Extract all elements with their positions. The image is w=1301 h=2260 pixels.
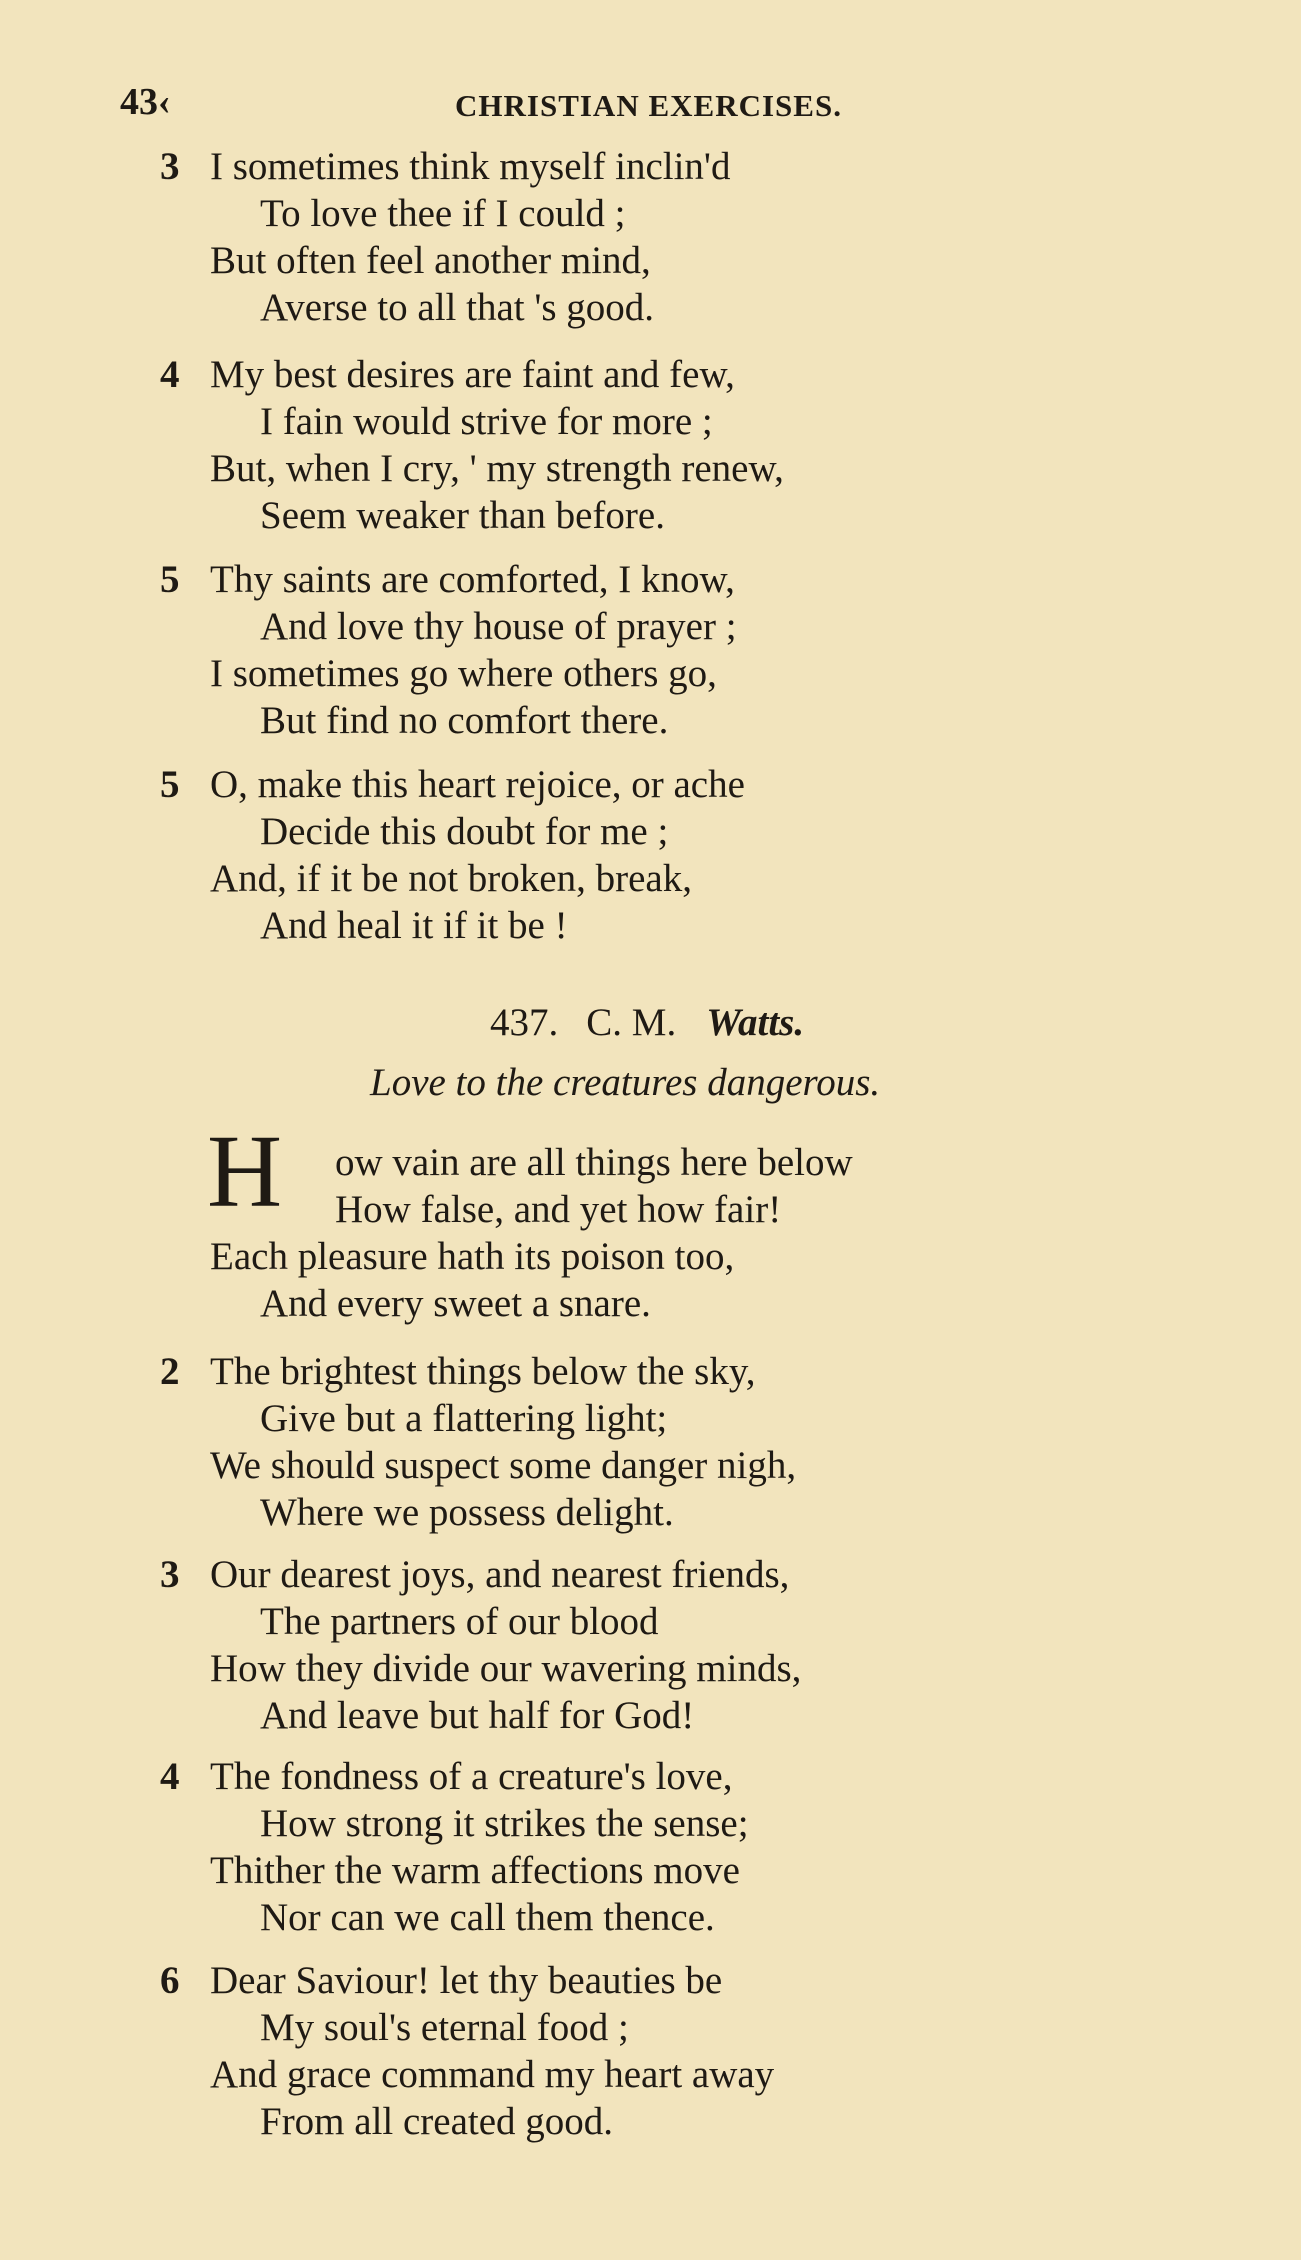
verse-line: We should suspect some danger nigh, bbox=[210, 1444, 797, 1487]
verse-line: And grace command my heart away bbox=[210, 2053, 775, 2096]
verse-line: How false, and yet how fair! bbox=[335, 1188, 782, 1231]
verse bbox=[160, 1551, 1160, 1739]
verse-line: Thither the warm affections move bbox=[210, 1849, 740, 1892]
verse-line: To love thee if I could ; bbox=[260, 192, 626, 235]
verse-line: Give but a flattering light; bbox=[260, 1397, 668, 1440]
verse bbox=[160, 351, 1160, 539]
verse-line: Seem weaker than before. bbox=[260, 494, 665, 537]
verse bbox=[160, 1753, 1160, 1941]
verse-line: But, when I cry, ' my strength renew, bbox=[210, 447, 784, 490]
verse-line: O, make this heart rejoice, or ache bbox=[210, 763, 745, 806]
verse-number: 3 bbox=[160, 145, 180, 188]
verse bbox=[160, 1348, 1160, 1536]
verse bbox=[160, 761, 1160, 949]
verse-line: Nor can we call them thence. bbox=[260, 1896, 715, 1939]
verse-line: My soul's eternal food ; bbox=[260, 2006, 629, 2049]
drop-cap: H bbox=[207, 1114, 283, 1229]
hymn-heading bbox=[490, 1000, 804, 1045]
verse-line: Where we possess delight. bbox=[260, 1491, 674, 1534]
verse-line: Decide this doubt for me ; bbox=[260, 810, 669, 853]
verse-line: ow vain are all things here below bbox=[335, 1141, 853, 1184]
verse-number: 3 bbox=[160, 1553, 180, 1596]
verse-line: And every sweet a snare. bbox=[260, 1282, 651, 1325]
hymn-subtitle: Love to the creatures dangerous. bbox=[370, 1061, 881, 1104]
page-number: 43‹ bbox=[120, 81, 171, 123]
verse-line: And, if it be not broken, break, bbox=[210, 857, 692, 900]
verse-line: Our dearest joys, and nearest friends, bbox=[210, 1553, 790, 1596]
verse-number: 4 bbox=[160, 1755, 180, 1798]
verse-line: And heal it if it be ! bbox=[260, 904, 568, 947]
verse-line: And love thy house of prayer ; bbox=[260, 605, 737, 648]
verse-line: And leave but half for God! bbox=[260, 1694, 695, 1737]
verse-line: How they divide our wavering minds, bbox=[210, 1647, 802, 1690]
verse-line: Dear Saviour! let thy beauties be bbox=[210, 1959, 723, 2002]
verse-line: I sometimes go where others go, bbox=[210, 652, 717, 695]
hymn-author: Watts. bbox=[706, 1001, 805, 1044]
verse bbox=[160, 556, 1160, 744]
running-title: CHRISTIAN EXERCISES. bbox=[455, 88, 842, 123]
verse-number: 5 bbox=[160, 558, 180, 601]
hymn-meter: C. M. bbox=[586, 1001, 677, 1044]
verse-number: 6 bbox=[160, 1959, 180, 2002]
verse-line: From all created good. bbox=[260, 2100, 614, 2143]
verse-line: But find no comfort there. bbox=[260, 699, 669, 742]
verse-number: 4 bbox=[160, 353, 180, 396]
verse-line: But often feel another mind, bbox=[210, 239, 651, 282]
verse-line: Averse to all that 's good. bbox=[260, 286, 655, 329]
verse-line: How strong it strikes the sense; bbox=[260, 1802, 749, 1845]
verse-line: I fain would strive for more ; bbox=[260, 400, 713, 443]
verse-line: My best desires are faint and few, bbox=[210, 353, 735, 396]
page-header bbox=[0, 80, 1301, 130]
verse-line: Each pleasure hath its poison too, bbox=[210, 1235, 735, 1278]
verse-line: The brightest things below the sky, bbox=[210, 1350, 756, 1393]
verse-line: The fondness of a creature's love, bbox=[210, 1755, 733, 1798]
verse-number: 2 bbox=[160, 1350, 180, 1393]
hymn-number: 437. bbox=[490, 1001, 559, 1044]
verse-line: Thy saints are comforted, I know, bbox=[210, 558, 735, 601]
verse bbox=[160, 143, 1160, 331]
verse-line: The partners of our blood bbox=[260, 1600, 659, 1643]
verse-line: I sometimes think myself inclin'd bbox=[210, 145, 731, 188]
verse-number: 5 bbox=[160, 763, 180, 806]
verse bbox=[160, 1139, 1160, 1327]
verse bbox=[160, 1957, 1160, 2145]
